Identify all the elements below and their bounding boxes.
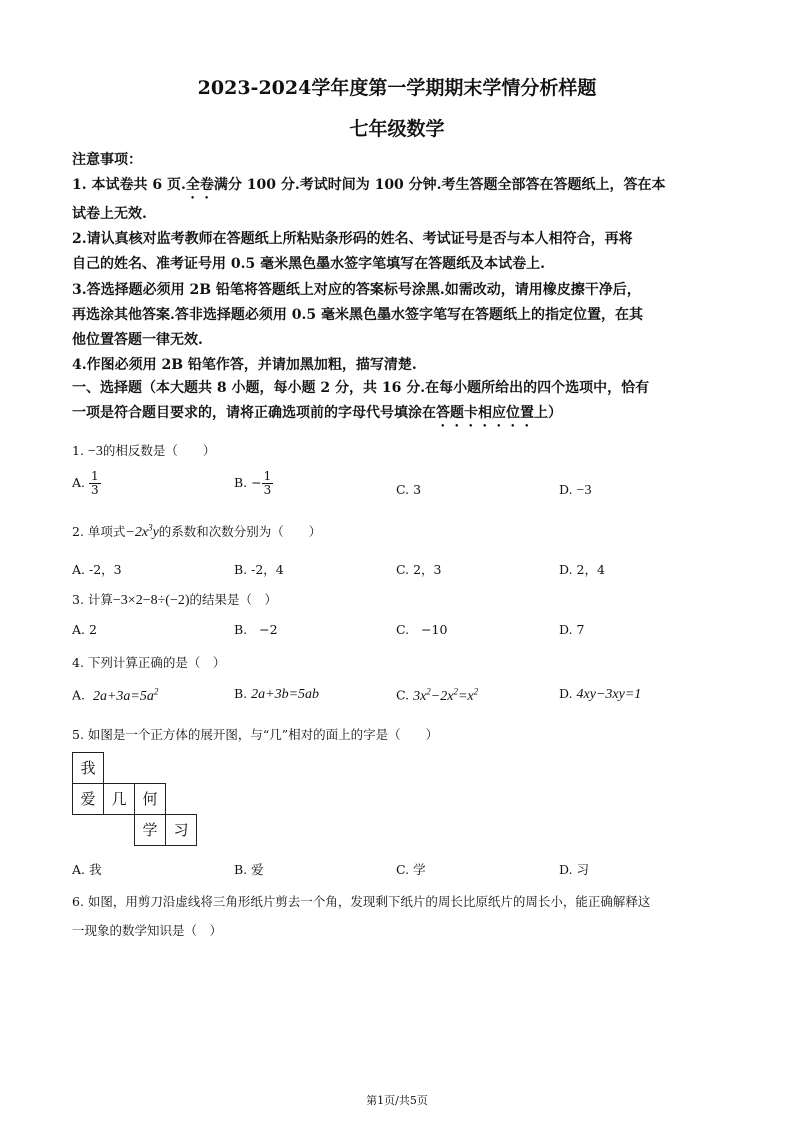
q2-text: 的系数和次数分别为（ ） — [158, 524, 322, 539]
q3-option-a: A. 2 — [72, 622, 97, 637]
section1-line-1: 一、选择题（本大题共 8 小题，每小题 2 分，共 16 分.在每小题所给出的四个选项中，恰有 — [72, 380, 650, 396]
q1-option-d — [559, 482, 591, 499]
question-2 — [72, 522, 321, 541]
q4-option-d — [559, 686, 641, 703]
question-1 — [72, 441, 215, 460]
q1-expr: −3 — [87, 444, 103, 459]
q4-c-p2: −2x — [430, 688, 454, 704]
page-subtitle: 七年级数学 — [349, 118, 445, 140]
q1-b-label: B. — [234, 475, 248, 490]
q5-option-d: D. 习 — [559, 862, 590, 877]
q3-text: 的结果是（ ） — [189, 592, 278, 607]
q3-prefix: 3. 计算 — [72, 592, 113, 607]
q4-d-label: D. — [559, 686, 573, 701]
q1-option-b — [234, 470, 273, 497]
q2-option-d: D. 2，4 — [559, 562, 605, 577]
notice-line-1 — [72, 174, 666, 202]
q4-d-expr: 4xy−3xy=1 — [576, 687, 642, 702]
question-6-line-1: 6. 如图，用剪刀沿虚线将三角形纸片剪去一个角，发现剩下纸片的周长比原纸片的周长小，能正确解释这 — [72, 894, 651, 909]
q4-option-c — [396, 686, 478, 705]
q1-d-value: −3 — [576, 483, 592, 498]
q1-a-label: A. — [72, 475, 86, 490]
notice-line-3c: 他位置答题一律无效. — [72, 332, 203, 348]
q4-option-b — [234, 686, 319, 703]
q2-option-c: C. 2，3 — [396, 562, 442, 577]
q3-b-label: B. — [234, 622, 248, 637]
net-cell-3: 几 — [103, 783, 135, 815]
q4-c-e3: 2 — [473, 686, 479, 696]
q2-expr-tail: y — [152, 525, 159, 540]
page-footer: 第1页/共5页 — [366, 1094, 428, 1107]
q3-c-label: C. — [396, 622, 410, 637]
question-3 — [72, 590, 277, 609]
q4-a-expr-main: 2a+3a=5a — [92, 688, 154, 704]
q4-b-label: B. — [234, 686, 248, 701]
q5-option-b: B. 爱 — [234, 862, 264, 877]
q1-d-label: D. — [559, 482, 573, 497]
q1-option-a — [72, 470, 101, 497]
q1-text: 的相反数是（ ） — [102, 443, 216, 458]
q2-expr — [125, 522, 159, 540]
q3-option-d: D. 7 — [559, 622, 585, 637]
net-cell-4: 何 — [134, 783, 166, 815]
q4-c-p1: 3x — [413, 688, 427, 704]
notice-line-4: 4.作图必须用 2B 铅笔作答，并请加黑加粗，描写清楚. — [72, 357, 417, 373]
q4-a-expr-exp: 2 — [153, 686, 159, 696]
net-cell-2: 爱 — [72, 783, 104, 815]
question-6-line-2: 一现象的数学知识是（ ） — [72, 923, 223, 938]
q4-a-label: A. — [72, 687, 86, 703]
q4-a-expr — [92, 686, 159, 704]
notice-line-1c: 满分 100 分.考试时间为 100 分钟.考生答题全部答在答题纸上，答在本 — [213, 177, 666, 193]
q2-expr-exp: 3 — [148, 522, 153, 533]
q3-option-b — [234, 622, 278, 637]
q4-option-a — [72, 686, 158, 705]
q2-option-b: B. -2，4 — [234, 562, 284, 577]
q4-c-e1: 2 — [426, 686, 431, 696]
section1-line-2a: 一项是符合题目要求的，请将正确选项前的字母代号填涂在 — [72, 405, 436, 421]
q2-expr-base: −2x — [125, 525, 149, 540]
q4-c-e2: 2 — [453, 686, 458, 696]
q1-number: 1. — [72, 443, 84, 458]
question-5: 5. 如图是一个正方体的展开图，与“几”相对的面上的字是（ ） — [72, 727, 439, 742]
q3-c-value: −10 — [421, 622, 448, 637]
notice-line-3a: 3.答选择题必须用 2B 铅笔将答题纸上对应的答案标号涂黑.如需改动，请用橡皮擦干净后， — [72, 282, 641, 298]
section1-line-2c: 上） — [534, 405, 562, 421]
notice-line-1d: 试卷上无效. — [72, 206, 147, 222]
q1-a-den: 3 — [91, 483, 99, 497]
q1-b-num: 1 — [263, 469, 272, 483]
question-4: 4. 下列计算正确的是（ ） — [72, 655, 226, 670]
q1-option-c: C. 3 — [396, 482, 422, 497]
q1-b-den: 3 — [263, 483, 272, 497]
q4-c-expr — [413, 686, 479, 704]
section1-line-2 — [72, 402, 562, 430]
notice-heading: 注意事项： — [72, 152, 142, 168]
q3-b-value: −2 — [259, 622, 278, 637]
net-cell-5: 学 — [134, 814, 166, 846]
q1-b-fraction — [262, 470, 274, 497]
q4-c-label: C. — [396, 687, 410, 703]
q1-b-sign: − — [251, 475, 262, 490]
notice-line-3b: 再选涂其他答案.答非选择题必须用 0.5 毫米黑色墨水签字笔写在答题纸上的指定位置，在其 — [72, 307, 643, 323]
q4-b-expr: 2a+3b=5ab — [251, 687, 320, 702]
q2-option-a: A. -2，3 — [72, 562, 122, 577]
net-cell-6: 习 — [165, 814, 197, 846]
q1-a-num: 1 — [91, 469, 99, 483]
q3-option-c — [396, 622, 447, 637]
q4-c-p3: =x — [457, 688, 474, 704]
page-title: 2023-2024学年度第一学期期末学情分析样题 — [197, 77, 597, 99]
net-cell-1: 我 — [72, 752, 104, 784]
q5-option-c: C. 学 — [396, 862, 426, 877]
notice-line-2a: 2.请认真核对监考教师在答题纸上所粘贴条形码的姓名、考试证号是否与本人相符合，再将 — [72, 231, 633, 247]
q1-a-fraction — [89, 470, 101, 497]
notice-emphasis-full: 全卷 — [185, 177, 214, 193]
q2-prefix: 2. 单项式 — [72, 524, 126, 539]
section1-emphasis: 答题卡相应位置 — [436, 405, 534, 421]
notice-line-2b: 自己的姓名、准考证号用 0.5 毫米黑色墨水签字笔填写在答题纸及本试卷上. — [72, 256, 545, 272]
q3-expr: −3×2−8÷(−2) — [112, 593, 190, 608]
notice-line-1a: 1. 本试卷共 6 页. — [72, 177, 186, 193]
q5-option-a: A. 我 — [72, 862, 102, 877]
